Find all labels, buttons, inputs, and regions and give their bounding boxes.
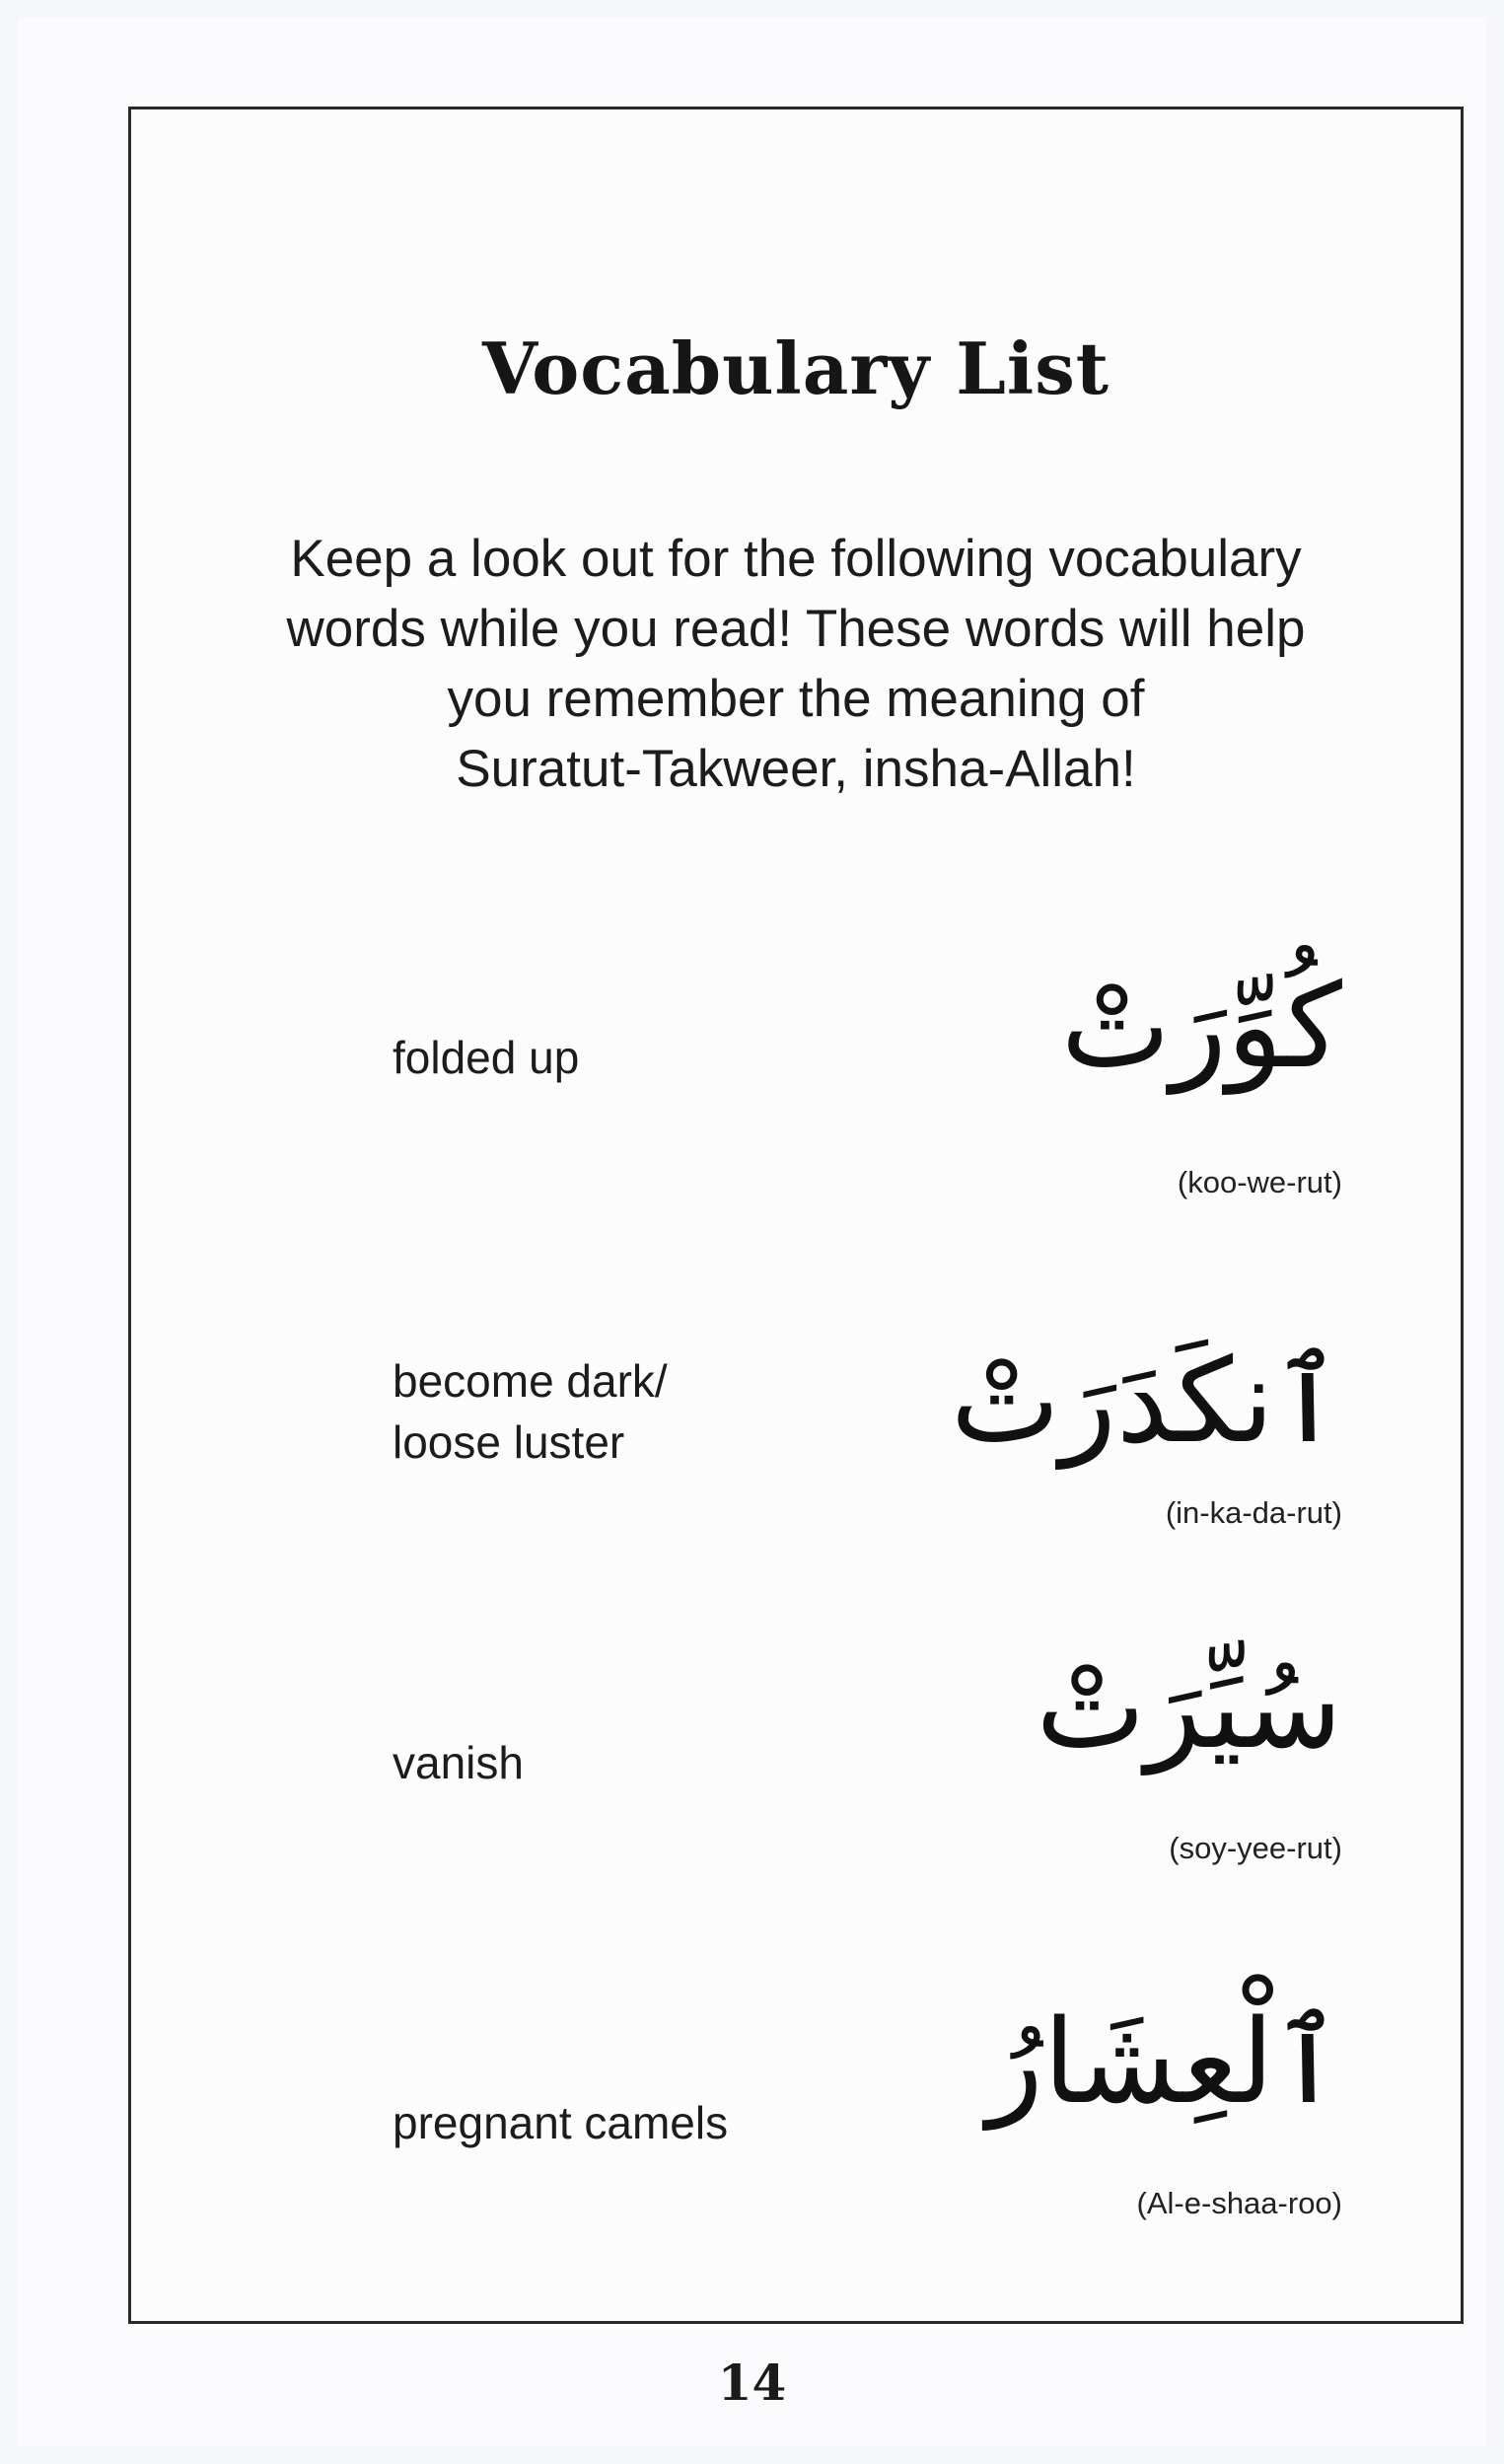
intro-line: Suratut-Takweer, insha-Allah! xyxy=(456,740,1136,798)
transliteration: (in-ka-da-rut) xyxy=(1165,1495,1342,1530)
arabic-word: ٱلْعِشَارُ xyxy=(986,1993,1342,2130)
transliteration: (soy-yee-rut) xyxy=(1169,1831,1342,1865)
intro-line: words while you read! These words will help xyxy=(286,600,1306,658)
book-page xyxy=(18,18,1486,2446)
transliteration: (koo-we-rut) xyxy=(1177,1165,1342,1199)
content-frame xyxy=(128,107,1464,2324)
page-title: Vocabulary List xyxy=(481,326,1110,410)
intro-line: Keep a look out for the following vocabulary xyxy=(290,530,1302,588)
meaning-line: become dark/ xyxy=(393,1355,668,1407)
intro-line: you remember the meaning of xyxy=(447,670,1145,728)
arabic-word: ٱنكَدَرَتْ xyxy=(950,1333,1342,1469)
arabic-word: كُوِّرَتْ xyxy=(1060,958,1342,1094)
meaning-line: pregnant camels xyxy=(393,2097,729,2148)
vocabulary-meaning xyxy=(393,1732,524,1793)
transliteration: (Al-e-shaa-roo) xyxy=(1136,2186,1342,2220)
meaning-line: vanish xyxy=(393,1737,524,1788)
page-number: 14 xyxy=(717,2354,787,2412)
arabic-word: سُيِّرَتْ xyxy=(1036,1638,1342,1775)
vocabulary-list xyxy=(131,109,1461,2321)
vocabulary-meaning xyxy=(393,1027,579,1088)
vocabulary-meaning xyxy=(393,1350,668,1473)
vocabulary-meaning xyxy=(393,2092,728,2153)
meaning-line: loose luster xyxy=(393,1416,625,1468)
meaning-line: folded up xyxy=(393,1032,580,1083)
